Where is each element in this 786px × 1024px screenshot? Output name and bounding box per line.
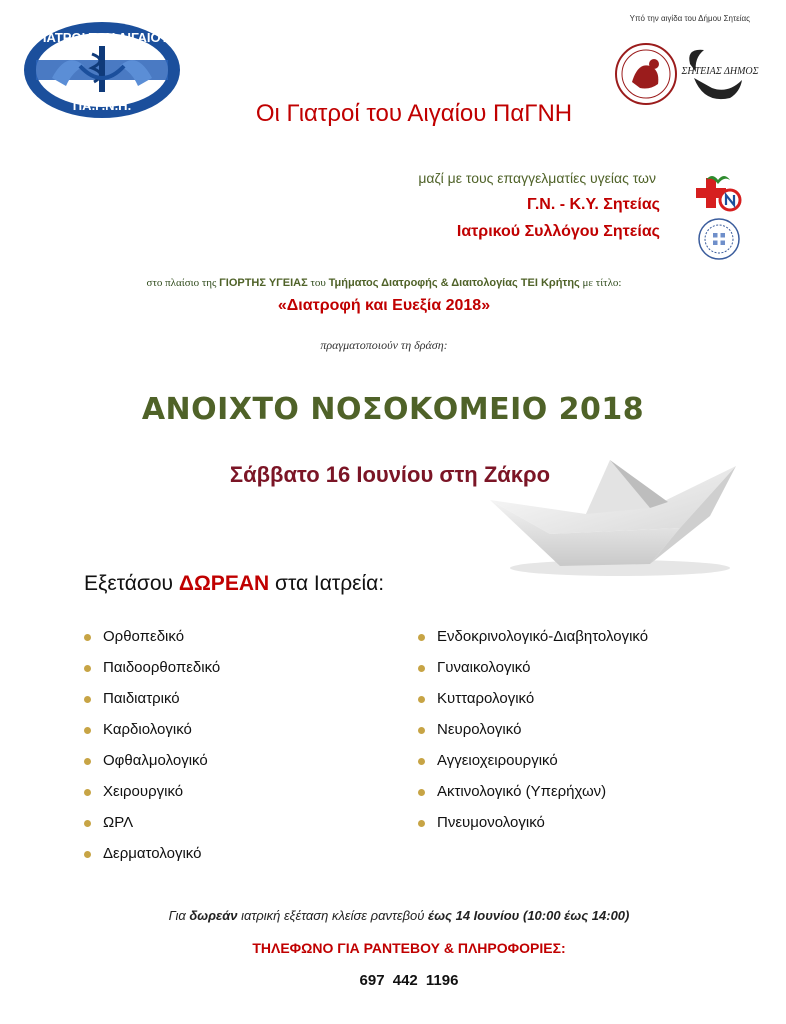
university-seal-logo — [614, 42, 678, 106]
clinic-label: Καρδιολογικό — [103, 721, 192, 738]
together-with-text: μαζί με τους επαγγελματίες υγείας των — [418, 170, 656, 186]
list-item — [84, 721, 220, 752]
clinic-label: Οφθαλμολογικό — [103, 752, 208, 769]
list-item — [84, 752, 220, 783]
list-item — [84, 659, 220, 690]
list-item — [418, 721, 648, 752]
framework-line — [0, 277, 768, 289]
clinic-label: Παιδιατρικό — [103, 690, 180, 707]
list-item — [418, 752, 648, 783]
bullet-icon — [84, 665, 91, 672]
bullet-icon — [418, 696, 425, 703]
bullet-icon — [418, 789, 425, 796]
framework-festival: ΓΙΟΡΤΗΣ ΥΓΕΙΑΣ — [219, 277, 308, 289]
list-item — [418, 659, 648, 690]
list-item — [84, 690, 220, 721]
bullet-icon — [418, 665, 425, 672]
list-item — [418, 814, 648, 845]
clinics-list-left — [84, 628, 220, 876]
bullet-icon — [84, 634, 91, 641]
clinic-label: ΩΡΛ — [103, 814, 134, 831]
appt-free: δωρεάν — [189, 908, 238, 923]
clinic-label: Γυναικολογικό — [437, 659, 531, 676]
organization-medical-association: Ιατρικού Συλλόγου Σητείας — [456, 223, 660, 240]
main-logo-text-bottom: ΠΑ.Γ.Ν.Η. — [72, 98, 132, 113]
framework-department: Τμήματος Διατροφής & Διαιτολογίας ΤΕΙ Κρήτης — [328, 277, 580, 289]
list-item — [418, 628, 648, 659]
bullet-icon — [418, 727, 425, 734]
bullet-icon — [418, 634, 425, 641]
clinic-label: Ενδοκρινολογικό-Διαβητολογικό — [437, 628, 649, 645]
festival-title: «Διατροφή και Ευεξία 2018» — [277, 297, 491, 314]
framework-pre: στο πλαίσιο της — [146, 277, 220, 289]
bullet-icon — [418, 820, 425, 827]
clinic-label: Κυτταρολογικό — [437, 690, 535, 707]
clinics-list-right — [418, 628, 648, 845]
organizer-title: Οι Γιατροί του Αιγαίου ΠαΓΝΗ — [255, 100, 573, 127]
clinic-label: Αγγειοχειρουργικό — [437, 752, 558, 769]
municipality-logo — [681, 44, 759, 106]
bullet-icon — [84, 789, 91, 796]
free-exams-heading — [84, 572, 384, 596]
paper-boat-illustration — [490, 456, 738, 578]
framework-post: με τίτλο: — [579, 277, 622, 289]
bullet-icon — [84, 758, 91, 765]
list-item — [84, 628, 220, 659]
organization-hospital: Γ.Ν. - Κ.Υ. Σητείας — [526, 196, 660, 213]
clinic-label: Χειρουργικό — [103, 783, 184, 800]
exams-pre: Εξετάσου — [84, 572, 179, 595]
perform-action-text: πραγματοποιούν τη δράση: — [320, 338, 448, 352]
bullet-icon — [84, 820, 91, 827]
appt-until: έως 14 Ιουνίου — [427, 908, 520, 923]
clinic-label: Ακτινολογικό (Υπερήχων) — [437, 783, 607, 800]
clinic-label: Νευρολογικό — [437, 721, 522, 738]
bullet-icon — [84, 851, 91, 858]
contact-phone: 697 442 1196 — [359, 972, 459, 989]
framework-mid: του — [307, 277, 329, 289]
list-item — [418, 783, 648, 814]
clinic-label: Δερματολογικό — [103, 845, 202, 862]
bullet-icon — [418, 758, 425, 765]
exams-free: ΔΩΡΕΑΝ — [178, 572, 270, 595]
auspices-note: Υπό την αιγίδα του Δήμου Σητείας — [629, 14, 750, 23]
contact-label: ΤΗΛΕΦΩΝΟ ΓΙΑ ΡΑΝΤΕΒΟΥ & ΠΛΗΡΟΦΟΡΙΕΣ: — [252, 940, 566, 956]
appointment-note — [0, 908, 768, 923]
appt-pre: Για — [168, 908, 190, 923]
bullet-icon — [84, 727, 91, 734]
municipality-logo-text: ΣΗΤΕΙΑΣ ΔΗΜΟΣ — [681, 66, 759, 77]
list-item — [84, 845, 220, 876]
event-date: Σάββατο 16 Ιουνίου στη Ζάκρο — [229, 462, 551, 487]
appt-mid: ιατρική εξέταση κλείσε ραντεβού — [237, 908, 428, 923]
clinic-label: Ορθοπεδικό — [103, 628, 185, 645]
clinic-label: Παιδοορθοπεδικό — [103, 659, 221, 676]
list-item — [418, 690, 648, 721]
main-logo-text-top: ΓΙΑΤΡΟΙ ΤΟΥ ΑΙΓΑΙΟΥ — [35, 30, 169, 45]
list-item — [84, 783, 220, 814]
event-title: ΑΝΟΙΧΤΟ ΝΟΣΟΚΟΜΕΙΟ 2018 — [141, 392, 645, 427]
medical-association-seal — [698, 218, 740, 260]
bullet-icon — [84, 696, 91, 703]
health-center-logo — [696, 174, 742, 212]
clinic-label: Πνευμονολογικό — [437, 814, 545, 831]
appt-hours: (10:00 έως 14:00) — [519, 908, 630, 923]
list-item — [84, 814, 220, 845]
exams-post: στα Ιατρεία: — [269, 572, 385, 595]
